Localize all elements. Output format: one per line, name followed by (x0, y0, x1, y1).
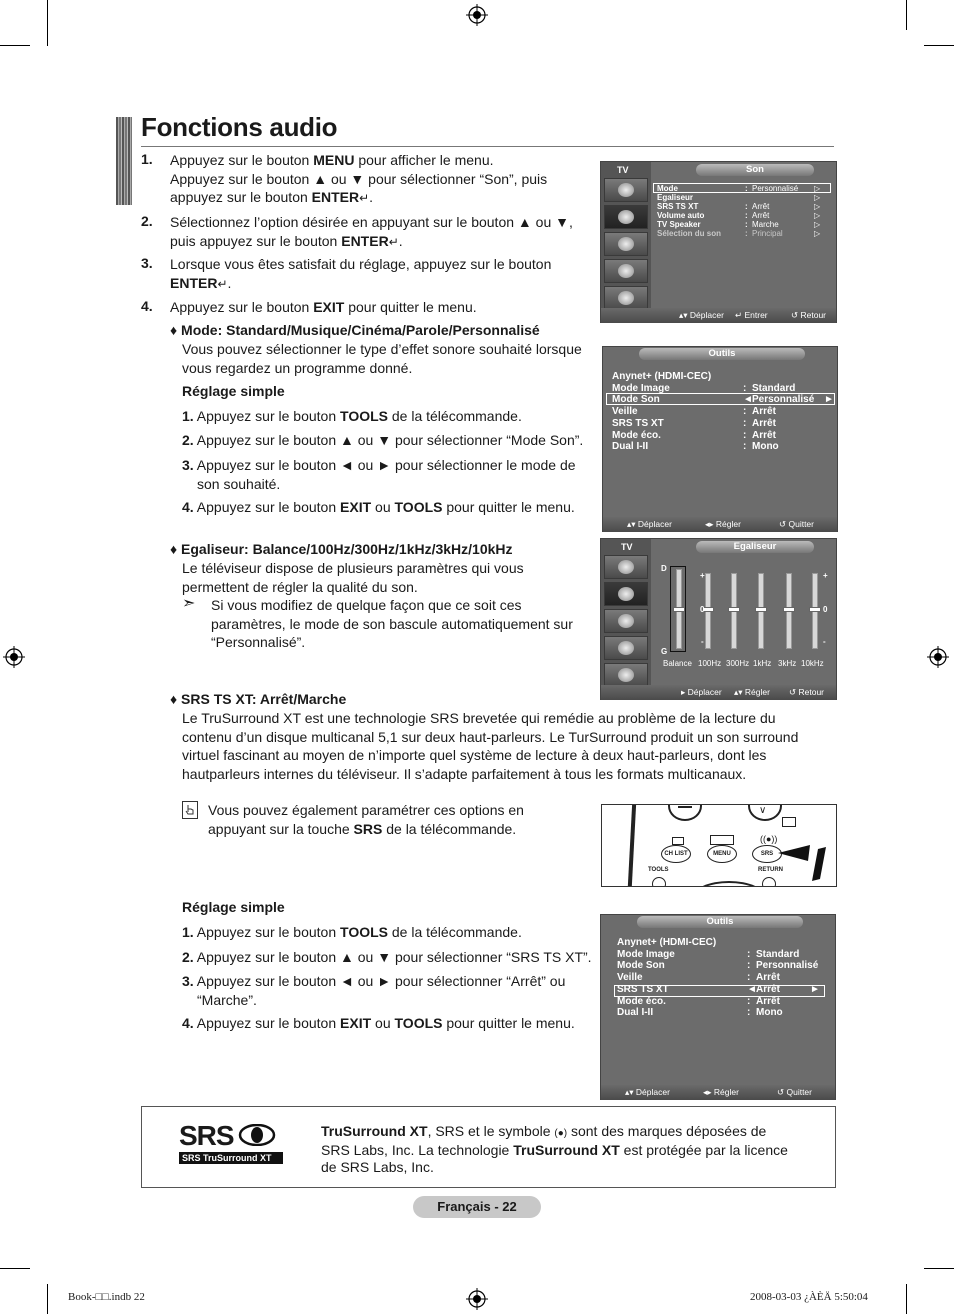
title-decoration (116, 117, 132, 205)
step-3-text: Lorsque vous êtes satisfait du réglage, appuyez sur le bouton ENTER↵. (170, 256, 552, 291)
footer-move: ▴▾ Déplacer (679, 310, 724, 320)
mode-simple-step-2: 2. Appuyez sur le bouton ▲ ou ▼ pour sélectionner “Mode Son”. (182, 432, 584, 448)
menu-icon (710, 835, 734, 845)
srs-description: Le TruSurround XT est une technologie SRS brevetée qui remédie au problème de la lecture du contenu d’un disque multicanal 5,1 sur deux haut-parleurs. Le TurSurround produit un son surround virtuel fascinant au moyen de n’importe quel système de lecture à deux haut-parleurs, dont les hautparleurs internes du téléviseur. Il s’adapte parfaitement à tous les formats multicanaux. (182, 710, 799, 782)
mode-heading: ♦ Mode: Standard/Musique/Cinéma/Parole/Personnalisé (170, 322, 540, 338)
menu-title: Son (696, 164, 814, 176)
tools-item-separator: : (747, 948, 751, 960)
tools-item-label[interactable]: Anynet+ (HDMI-CEC) (617, 937, 717, 948)
tools-item-value: Arrêt (752, 417, 776, 429)
srs-simple-step-1: 1. Appuyez sur le bouton TOOLS de la télécommande. (182, 924, 522, 940)
menu-button[interactable]: MENU (707, 845, 737, 863)
menu-item-label[interactable]: Sélection du son (657, 229, 722, 238)
mode-description: Vous pouvez sélectionner le type d’effet sonore souhaité lorsque vous regardez un programme donné. (182, 341, 582, 376)
volume-minus-button[interactable] (668, 804, 702, 821)
tools-item-separator: : (743, 382, 747, 394)
footer-adjust: ▴▾ Régler (734, 687, 770, 697)
registration-mark-icon (466, 1288, 488, 1310)
eq-heading: ♦ Egaliseur: Balance/100Hz/300Hz/1kHz/3kHz/10kHz (170, 541, 513, 557)
mode-simple-step-4: 4. Appuyez sur le bouton EXIT ou TOOLS pour quitter le menu. (182, 499, 575, 515)
equalizer-screen (600, 538, 837, 700)
srs-logo (179, 1120, 283, 1164)
tools-item-separator: : (743, 406, 747, 418)
setup-menu-icon[interactable] (604, 636, 648, 660)
picture-menu-icon[interactable] (604, 555, 648, 579)
menu-item-separator: : (745, 220, 748, 229)
menu-item-label[interactable]: Volume auto (657, 211, 705, 220)
eq-zero-label: 0 (823, 605, 828, 614)
tools-item-value: Standard (752, 382, 796, 394)
menu-title: Egaliseur (696, 541, 814, 553)
eq-minus-label: - (823, 637, 826, 646)
submenu-arrow-icon: ▷ (814, 220, 821, 229)
tools-item-label[interactable]: SRS TS XT (617, 983, 669, 995)
tools-item-value: Arrêt (752, 406, 776, 418)
eq-note: Si vous modifiez de quelque façon que ce soit ces paramètres, le mode de son bascule automatiquement sur “Personnalisé”. (211, 597, 573, 650)
submenu-arrow-icon: ▷ (814, 184, 821, 193)
page-title: Fonctions audio (141, 112, 338, 142)
title-underline (141, 146, 834, 147)
page-number-badge: Français - 22 (413, 1196, 541, 1218)
print-footer-left: Book-□□.indb 22 (68, 1291, 145, 1303)
menu-item-value: Marche (752, 220, 779, 229)
navigation-ring[interactable] (692, 881, 766, 887)
pointer-arrow-icon (774, 839, 834, 883)
input-menu-icon[interactable] (604, 286, 648, 310)
tools-item-label[interactable]: Mode Son (617, 960, 665, 972)
enter-icon: ↵ (217, 276, 228, 291)
menu-footer (601, 1085, 835, 1100)
remote-illustration (601, 804, 837, 887)
menu-title: Outils (637, 916, 803, 928)
tools-item-separator: : (743, 441, 747, 453)
picture-menu-icon[interactable] (604, 178, 648, 202)
submenu-arrow-icon: ▷ (814, 211, 821, 220)
son-menu-screen (600, 161, 837, 323)
eq-slider-knob[interactable] (728, 607, 740, 612)
menu-item-separator: : (745, 202, 748, 211)
enter-icon: ↵ (359, 191, 370, 205)
tools-item-value: Arrêt (756, 983, 780, 995)
tools-item-value: Arrêt (756, 972, 780, 984)
footer-adjust: ◂▸ Régler (703, 1087, 739, 1097)
selected-row (653, 183, 831, 193)
step-number: 1. (141, 151, 153, 167)
tools-item-label[interactable]: Mode Son (612, 394, 660, 406)
menu-item-separator: : (745, 184, 748, 193)
tools-item-label[interactable]: Mode Image (617, 948, 675, 960)
return-label: RETURN (758, 867, 783, 873)
menu-footer (603, 517, 837, 532)
eq-slider-knob[interactable] (673, 607, 685, 612)
tools-button[interactable] (652, 877, 666, 887)
tools-menu-screen-1 (602, 346, 838, 532)
submenu-arrow-icon: ▷ (814, 202, 821, 211)
step-number: 2. (141, 213, 153, 229)
menu-item-value: Arrêt (752, 202, 770, 211)
submenu-arrow-icon: ▷ (814, 193, 821, 202)
tools-item-value: Mono (752, 441, 779, 453)
tools-item-value: Personnalisé (752, 394, 815, 406)
eq-description: Le téléviseur dispose de plusieurs paramètres qui vous permettent de régler la qualité du son. (182, 560, 524, 595)
print-footer-right: 2008-03-03 ¿ÀÈÄ 5:50:04 (750, 1291, 868, 1303)
sound-menu-icon[interactable] (604, 582, 648, 606)
footer-move: ▴▾ Déplacer (627, 519, 672, 529)
eq-d-label: D (661, 564, 667, 573)
enter-icon: ↵ (388, 234, 399, 249)
tools-item-value: Personnalisé (756, 960, 819, 972)
menu-sidebar (601, 539, 651, 699)
channel-menu-icon[interactable] (604, 609, 648, 633)
trademark-box (141, 1106, 836, 1188)
tv-label: TV (617, 165, 629, 175)
eq-g-label: G (661, 647, 668, 656)
menu-item-label[interactable]: Mode (657, 184, 678, 193)
mode-simple-step-1: 1. Appuyez sur le bouton TOOLS de la télécommande. (182, 408, 522, 424)
eq-plus-label: + (823, 571, 828, 580)
tools-item-separator: : (747, 972, 751, 984)
tools-item-separator: : (747, 960, 751, 972)
eq-band-label: 300Hz (726, 659, 750, 668)
step-number: 3. (141, 255, 153, 271)
tools-item-label[interactable]: Anynet+ (HDMI-CEC) (612, 371, 712, 382)
right-arrow-icon[interactable]: ► (824, 394, 834, 406)
tools-item-separator: : (747, 995, 751, 1007)
mode-simple-heading: Réglage simple (182, 383, 285, 399)
eq-slider-knob[interactable] (783, 607, 795, 612)
step-number: 4. (141, 298, 153, 314)
tools-item-label[interactable]: Mode Image (612, 382, 670, 394)
tools-item-separator: ◄ (747, 983, 757, 995)
menu-item-value: Principal (752, 229, 783, 238)
eq-minus-label: - (701, 637, 704, 646)
setup-menu-icon[interactable] (604, 259, 648, 283)
step-4-text: Appuyez sur le bouton EXIT pour quitter le menu. (170, 299, 477, 315)
crop-mark (906, 0, 907, 30)
sound-menu-icon[interactable] (604, 205, 648, 229)
menu-item-separator: : (745, 229, 748, 238)
tv-label: TV (621, 542, 633, 552)
tools-item-value: Arrêt (752, 429, 776, 441)
eq-zero-label: 0 (700, 605, 705, 614)
input-menu-icon[interactable] (604, 663, 648, 687)
srs-symbol-icon: ((●)) (760, 834, 778, 844)
menu-item-value: Personnalisé (752, 184, 799, 193)
menu-item-label[interactable]: SRS TS XT (657, 202, 699, 211)
eq-plus-label: + (700, 571, 705, 580)
registration-mark-icon (3, 646, 25, 668)
srs-simple-step-4: 4. Appuyez sur le bouton EXIT ou TOOLS pour quitter le menu. (182, 1015, 575, 1031)
eq-slider-knob[interactable] (755, 607, 767, 612)
footer-exit: ↺ Quitter (777, 1087, 812, 1097)
tools-item-separator: : (747, 1007, 751, 1019)
chlist-icon (672, 837, 684, 845)
footer-return: ↺ Retour (791, 310, 826, 320)
registration-mark-icon (927, 646, 949, 668)
menu-footer (601, 308, 836, 323)
crop-mark (0, 1268, 30, 1269)
channel-menu-icon[interactable] (604, 232, 648, 256)
srs-logo-symbol-icon (238, 1124, 276, 1146)
footer-exit: ↺ Quitter (779, 519, 814, 529)
mode-simple-step-3: 3. Appuyez sur le bouton ◄ ou ► pour sélectionner le mode de son souhaité. (182, 457, 576, 492)
tools-item-label[interactable]: Mode éco. (612, 429, 661, 441)
srs-logo-text: SRS (179, 1120, 234, 1151)
tools-item-label[interactable]: Dual I-II (617, 1007, 654, 1019)
crop-mark (47, 1284, 48, 1314)
footer-move: ▸ Déplacer (681, 687, 722, 697)
tools-item-separator: : (743, 429, 747, 441)
menu-item-value: Arrêt (752, 211, 770, 220)
crop-mark (0, 45, 30, 46)
eq-band-label: 10kHz (801, 659, 824, 668)
footer-move: ▴▾ Déplacer (625, 1087, 670, 1097)
right-arrow-icon[interactable]: ► (810, 983, 820, 995)
tools-label: TOOLS (648, 867, 669, 873)
footer-adjust: ◂▸ Régler (705, 519, 741, 529)
menu-item-label[interactable]: Egaliseur (657, 193, 694, 202)
trademark-text: TruSurround XT, SRS et le symbole (●) sont des marques déposées de SRS Labs, Inc. La technologie TruSurround XT est protégée par la licence de SRS Labs, Inc. (321, 1123, 788, 1175)
srs-logo-subtitle: SRS TruSurround XT (179, 1152, 283, 1164)
eq-slider-knob[interactable] (809, 607, 821, 612)
eq-band-label: Balance (663, 659, 692, 668)
footer-return: ↺ Retour (789, 687, 824, 697)
registration-mark-icon (466, 4, 488, 26)
tools-item-value: Mono (756, 1007, 783, 1019)
eq-band-label: 1kHz (753, 659, 772, 668)
srs-tip: Vous pouvez également paramétrer ces options en appuyant sur la touche SRS de la télécommande. (208, 802, 524, 837)
srs-symbol-icon: (●) (554, 1128, 568, 1139)
note-arrow-icon: ➣ (182, 595, 196, 612)
submenu-arrow-icon: ▷ (814, 229, 821, 238)
remote-edge (627, 804, 636, 887)
return-button[interactable] (762, 877, 776, 887)
menu-item-separator: : (745, 211, 748, 220)
menu-sidebar (601, 162, 651, 322)
tools-item-value: Standard (756, 948, 800, 960)
menu-title: Outils (639, 348, 805, 360)
eq-band-label: 3kHz (778, 659, 797, 668)
tools-item-separator: : (743, 417, 747, 429)
tools-item-separator: ◄ (743, 394, 753, 406)
eq-band-label: 100Hz (698, 659, 722, 668)
srs-simple-step-2: 2. Appuyez sur le bouton ▲ ou ▼ pour sélectionner “SRS TS XT”. (182, 949, 592, 965)
srs-simple-heading: Réglage simple (182, 899, 285, 915)
srs-simple-step-3: 3. Appuyez sur le bouton ◄ ou ► pour sélectionner “Arrêt” ou “Marche”. (182, 973, 566, 1008)
step-1-text: Appuyez sur le bouton MENU pour afficher le menu. Appuyez sur le bouton ▲ ou ▼ pour sélectionner “Son”, puis appuyez sur le bouton ENTER↵. (170, 152, 548, 205)
menu-footer (601, 685, 836, 700)
tools-item-value: Arrêt (756, 995, 780, 1007)
chlist-button[interactable]: CH LIST (661, 845, 691, 863)
crop-mark (924, 1268, 954, 1269)
tools-item-label[interactable]: Dual I-II (612, 441, 649, 453)
crop-mark (47, 0, 48, 46)
crop-mark (906, 1284, 907, 1314)
footer-enter: ↵ Entrer (735, 310, 768, 320)
crop-mark (924, 45, 954, 46)
srs-button[interactable]: SRS (752, 845, 782, 863)
tools-item-label[interactable]: Veille (612, 406, 638, 418)
tools-item-label[interactable]: Mode éco. (617, 995, 666, 1007)
srs-heading: ♦ SRS TS XT: Arrêt/Marche (170, 691, 347, 707)
step-2-text: Sélectionnez l’option désirée en appuyant sur le bouton ▲ ou ▼, puis appuyez sur le bouton ENTER↵. (170, 214, 573, 249)
tools-menu-screen-2 (600, 914, 836, 1100)
channel-down-button[interactable]: ∨ (748, 804, 782, 821)
tools-item-label[interactable]: Veille (617, 972, 643, 984)
tip-hand-icon (182, 801, 198, 819)
menu-item-label[interactable]: TV Speaker (657, 220, 701, 229)
info-icon (782, 817, 796, 827)
tools-item-label[interactable]: SRS TS XT (612, 417, 664, 429)
